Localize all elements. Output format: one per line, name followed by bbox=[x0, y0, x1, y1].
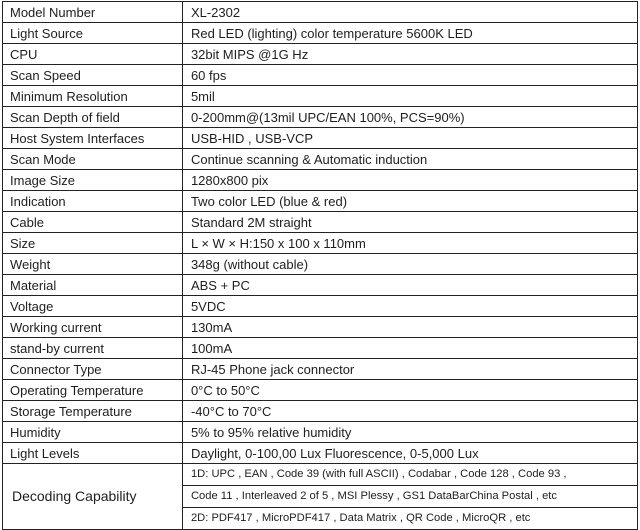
spec-row bbox=[3, 233, 638, 254]
spec-row bbox=[3, 317, 638, 338]
spec-row bbox=[3, 359, 638, 380]
spec-row bbox=[3, 149, 638, 170]
spec-row bbox=[3, 275, 638, 296]
spec-value: Red LED (lighting) color temperature 5600K LED bbox=[182, 23, 637, 44]
spec-row bbox=[3, 65, 638, 86]
spec-row bbox=[3, 401, 638, 422]
spec-table-body bbox=[3, 2, 638, 530]
spec-value: 348g (without cable) bbox=[182, 254, 637, 275]
spec-row bbox=[3, 254, 638, 275]
spec-label: stand-by current bbox=[3, 338, 183, 359]
spec-value: 100mA bbox=[182, 338, 637, 359]
spec-row bbox=[3, 380, 638, 401]
spec-value: 5% to 95% relative humidity bbox=[182, 422, 637, 443]
spec-label: Working current bbox=[3, 317, 183, 338]
decoding-line-1d-continued: Code 11 , Interleaved 2 of 5 , MSI Plessy , GS1 DataBarChina Postal , etc bbox=[182, 486, 637, 508]
spec-row bbox=[3, 422, 638, 443]
spec-row bbox=[3, 128, 638, 149]
spec-value: 32bit MIPS @1G Hz bbox=[182, 44, 637, 65]
spec-label: Size bbox=[3, 233, 183, 254]
spec-label: Material bbox=[3, 275, 183, 296]
spec-value: Continue scanning & Automatic induction bbox=[182, 149, 637, 170]
spec-row bbox=[3, 296, 638, 317]
spec-label: Operating Temperature bbox=[3, 380, 183, 401]
spec-label: Scan Mode bbox=[3, 149, 183, 170]
spec-label: Light Source bbox=[3, 23, 183, 44]
spec-value: 0-200mm@(13mil UPC/EAN 100%, PCS=90%) bbox=[182, 107, 637, 128]
spec-row bbox=[3, 191, 638, 212]
spec-value: 5VDC bbox=[182, 296, 637, 317]
spec-label: Cable bbox=[3, 212, 183, 233]
spec-row bbox=[3, 86, 638, 107]
spec-label: Light Levels bbox=[3, 443, 183, 464]
spec-value: ABS + PC bbox=[182, 275, 637, 296]
spec-label: Scan Speed bbox=[3, 65, 183, 86]
spec-label: CPU bbox=[3, 44, 183, 65]
spec-label: Indication bbox=[3, 191, 183, 212]
spec-value: RJ-45 Phone jack connector bbox=[182, 359, 637, 380]
spec-label: Storage Temperature bbox=[3, 401, 183, 422]
spec-label: Voltage bbox=[3, 296, 183, 317]
spec-value: 0°C to 50°C bbox=[182, 380, 637, 401]
spec-row bbox=[3, 170, 638, 191]
decoding-capability-label: Decoding Capability bbox=[3, 464, 183, 530]
spec-label: Humidity bbox=[3, 422, 183, 443]
spec-value: Daylight, 0-100,00 Lux Fluorescence, 0-5,000 Lux bbox=[182, 443, 637, 464]
spec-value: 1280x800 pix bbox=[182, 170, 637, 191]
spec-value: Two color LED (blue & red) bbox=[182, 191, 637, 212]
spec-label: Connector Type bbox=[3, 359, 183, 380]
spec-value: USB-HID , USB-VCP bbox=[182, 128, 637, 149]
spec-label: Host System Interfaces bbox=[3, 128, 183, 149]
spec-value: L × W × H:150 x 100 x 110mm bbox=[182, 233, 637, 254]
spec-value: 60 fps bbox=[182, 65, 637, 86]
spec-table bbox=[2, 1, 638, 530]
spec-value: -40°C to 70°C bbox=[182, 401, 637, 422]
spec-row bbox=[3, 338, 638, 359]
decoding-line-2d: 2D: PDF417 , MicroPDF417 , Data Matrix , QR Code , MicroQR , etc bbox=[182, 508, 637, 530]
spec-label: Scan Depth of field bbox=[3, 107, 183, 128]
spec-row bbox=[3, 212, 638, 233]
spec-row bbox=[3, 44, 638, 65]
spec-label: Image Size bbox=[3, 170, 183, 191]
spec-row bbox=[3, 23, 638, 44]
spec-label: Model Number bbox=[3, 2, 183, 23]
spec-value: 5mil bbox=[182, 86, 637, 107]
decoding-line-1d: 1D: UPC , EAN , Code 39 (with full ASCII) , Codabar , Code 128 , Code 93 , bbox=[182, 464, 637, 486]
decoding-row bbox=[3, 464, 638, 486]
spec-label: Minimum Resolution bbox=[3, 86, 183, 107]
spec-value: XL-2302 bbox=[182, 2, 637, 23]
spec-value: 130mA bbox=[182, 317, 637, 338]
spec-row bbox=[3, 2, 638, 23]
spec-value: Standard 2M straight bbox=[182, 212, 637, 233]
spec-row bbox=[3, 107, 638, 128]
spec-row bbox=[3, 443, 638, 464]
spec-label: Weight bbox=[3, 254, 183, 275]
